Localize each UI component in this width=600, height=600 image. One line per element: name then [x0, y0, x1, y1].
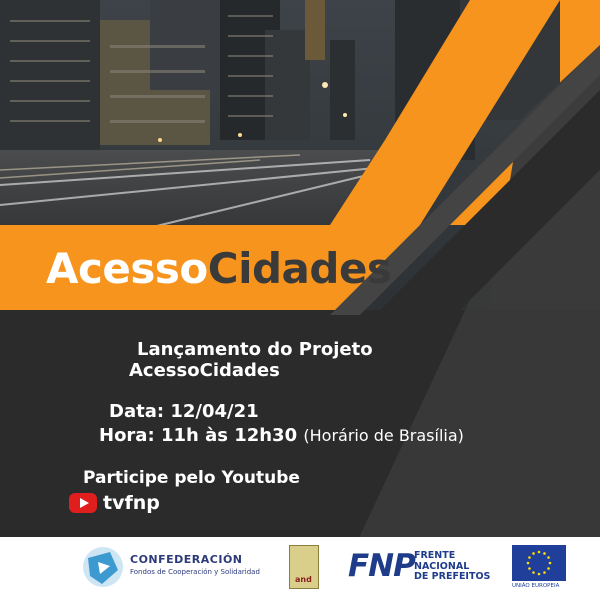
eu-star [549, 562, 552, 565]
eu-star [543, 552, 546, 555]
eu-star [538, 551, 541, 554]
time-label: Hora: [99, 425, 155, 446]
confederacion-subtitle: Fondos de Cooperación y Solidaridad [130, 568, 260, 576]
brand-part-cidades: Cidades [207, 244, 392, 293]
event-date [109, 401, 259, 422]
eu-flag-icon [512, 545, 566, 581]
eu-star [543, 571, 546, 574]
date-value: 12/04/21 [170, 401, 259, 422]
eu-star [532, 552, 535, 555]
eu-star [547, 567, 550, 570]
fnp-line: NACIONAL [414, 560, 470, 572]
acessocidades-logo [46, 244, 391, 293]
fnp-line: FRENTE [414, 550, 456, 561]
time-value: 11h às 12h30 [160, 425, 298, 446]
youtube-handle: tvfnp [103, 492, 160, 514]
eu-star [532, 571, 535, 574]
event-title-line2: AcessoCidades [129, 360, 280, 381]
fnp-logo-text [414, 551, 490, 583]
eu-star [528, 567, 531, 570]
date-label: Data: [109, 401, 165, 422]
event-time [99, 425, 464, 446]
confederacion-logo-icon [80, 544, 126, 590]
and-logo-text: and [295, 575, 312, 584]
youtube-icon [69, 493, 97, 513]
brand-part-acesso: Acesso [46, 244, 208, 293]
eu-label: UNIÃO EUROPEIA [512, 583, 560, 589]
event-title-line1: Lançamento do Projeto [137, 339, 373, 360]
time-note: (Horário de Brasília) [303, 426, 464, 445]
fnp-logo-mark: FNP [348, 548, 415, 584]
youtube-link[interactable] [69, 492, 160, 514]
eu-star [527, 562, 530, 565]
fnp-line: DE PREFEITOS [414, 571, 491, 582]
eu-star [547, 556, 550, 559]
youtube-label: Participe pelo Youtube [83, 468, 300, 488]
eu-star [538, 573, 541, 576]
eu-star [528, 556, 531, 559]
confederacion-name: CONFEDERACIÓN [130, 553, 243, 566]
